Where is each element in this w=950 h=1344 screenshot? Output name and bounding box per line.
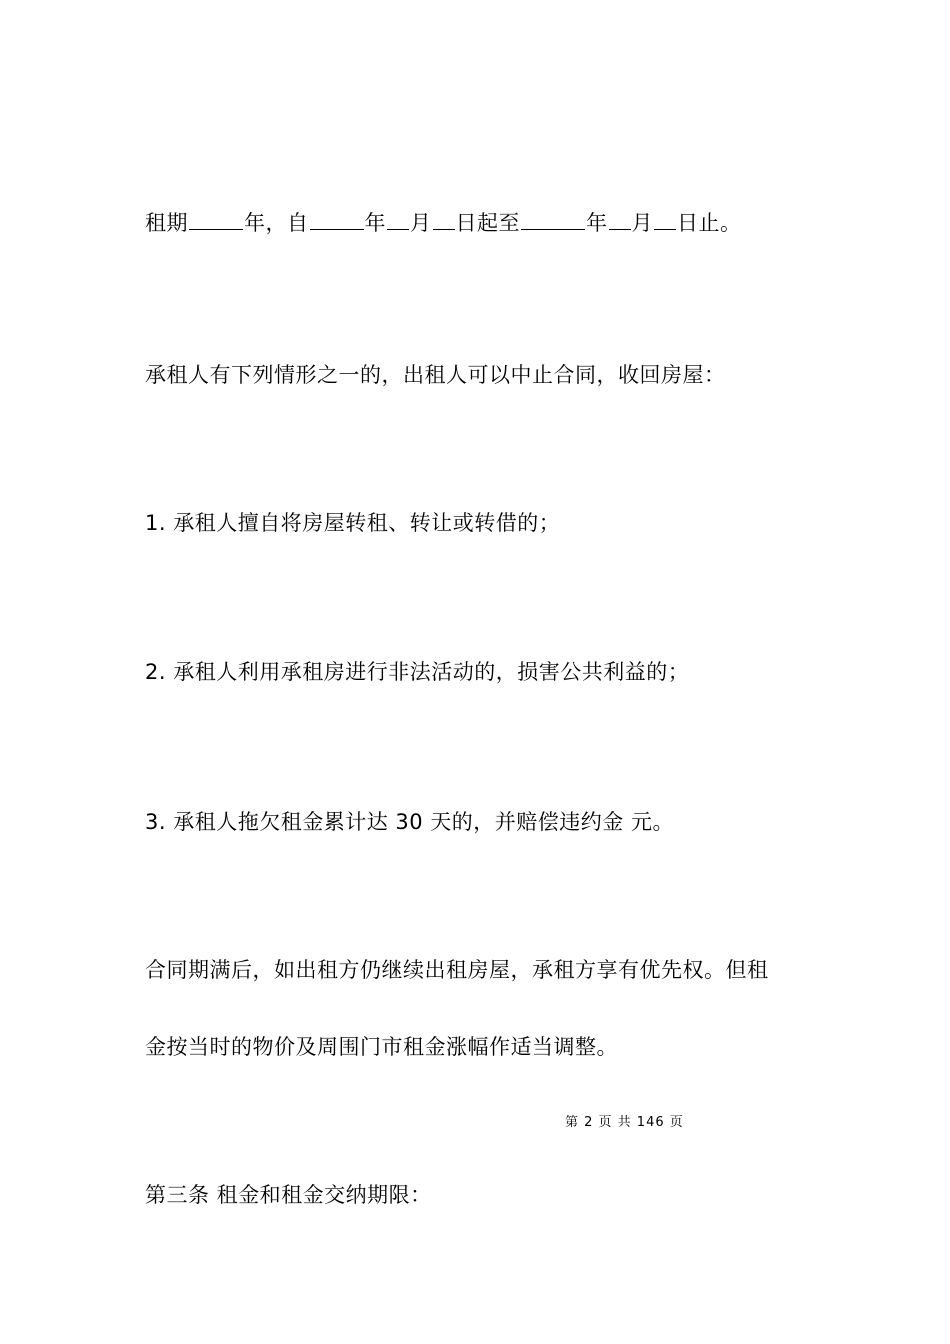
blank-end-year <box>521 209 585 230</box>
condition-2: 2. 承租人利用承租房进行非法活动的，损害公共利益的； <box>145 660 690 684</box>
lease-term-word-6: 年 <box>586 211 608 235</box>
page-footer: 第 2 页 共 146 页 <box>565 1115 684 1130</box>
condition-3: 3. 承租人拖欠租金累计达 30 天的，并赔偿违约金 元。 <box>145 810 674 834</box>
blank-years <box>189 209 243 230</box>
lease-term-line <box>145 208 742 238</box>
lease-term-word-3: 年 <box>364 211 386 235</box>
blank-end-day <box>654 209 676 230</box>
lease-term-word-7: 月 <box>631 211 653 235</box>
lease-term-word-2: 年，自 <box>244 211 309 235</box>
renewal-line-1: 合同期满后，如出租方仍继续出租房屋，承租方享有优先权。但租 <box>145 958 769 982</box>
blank-start-month <box>387 209 409 230</box>
blank-end-month <box>609 209 631 230</box>
blank-start-year <box>310 209 364 230</box>
article-three-title: 第三条 租金和租金交纳期限： <box>145 1183 432 1207</box>
renewal-line-2: 金按当时的物价及周围门市租金涨幅作适当调整。 <box>145 1035 618 1059</box>
condition-1: 1. 承租人擅自将房屋转租、转让或转借的； <box>145 511 561 535</box>
termination-intro: 承租人有下列情形之一的，出租人可以中止合同，收回房屋： <box>145 363 726 387</box>
lease-term-word-8: 日止。 <box>677 211 742 235</box>
lease-term-word-1: 租期 <box>145 211 188 235</box>
blank-start-day <box>433 209 455 230</box>
lease-term-word-4: 月 <box>410 211 432 235</box>
lease-term-word-5: 日起至 <box>455 211 520 235</box>
